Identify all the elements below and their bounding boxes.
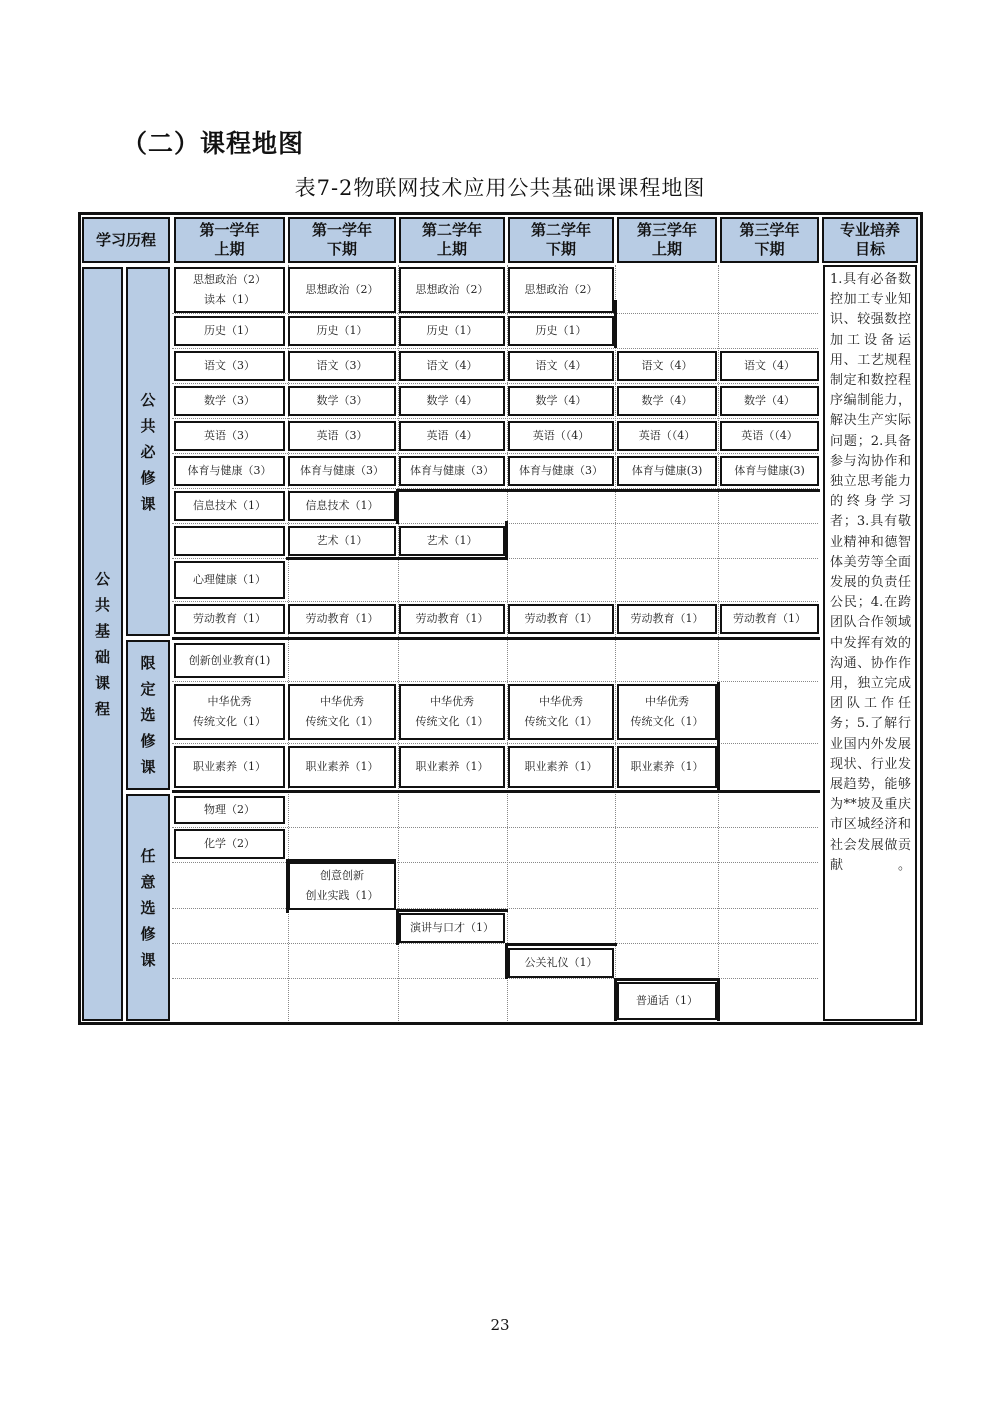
course-cell: 化学（2） [174, 829, 285, 859]
course-cell: 演讲与口才（1） [399, 913, 505, 943]
course-cell: 信息技术（1） [288, 491, 396, 521]
category-required: 公 共 必 修 课 [126, 267, 170, 636]
course-cell: 英语（（4） [508, 421, 614, 451]
empty-cell [174, 526, 285, 556]
table-title: 表7-2物联网技术应用公共基础课课程地图 [294, 176, 706, 200]
course-cell: 体育与健康（3） [508, 456, 614, 486]
course-cell: 思想政治（2） [288, 267, 396, 313]
section-divider [172, 790, 820, 793]
course-cell: 历史（1） [508, 316, 614, 346]
stair-line [396, 909, 399, 945]
page-number: 23 [490, 1316, 510, 1334]
course-cell: 体育与健康(3) [720, 456, 819, 486]
course-cell: 艺术（1） [288, 526, 396, 556]
course-cell: 职业素养（1） [617, 746, 717, 788]
section-title: （二）课程地图 [122, 129, 305, 158]
course-cell: 英语（4） [399, 421, 505, 451]
course-cell: 数学（3） [288, 386, 396, 416]
stair-line [396, 909, 508, 912]
header-year3-first: 第三学年 上期 [617, 217, 717, 263]
course-cell: 数学（4） [508, 386, 614, 416]
course-cell: 物理（2） [174, 796, 285, 824]
course-cell: 心理健康（1） [174, 561, 285, 599]
course-cell: 公关礼仪（1） [508, 948, 614, 978]
course-cell: 创新创业教育(1) [174, 643, 285, 678]
course-cell: 体育与健康（3） [174, 456, 285, 486]
course-cell: 思想政治（2） [508, 267, 614, 313]
stair-line [505, 943, 617, 946]
course-cell: 劳动教育（1） [720, 604, 819, 634]
category-limited: 限 定 选 修 课 [126, 640, 170, 790]
course-cell: 体育与健康（3） [288, 456, 396, 486]
stair-line [396, 489, 399, 524]
stair-line [505, 521, 508, 559]
course-cell: 英语（（4） [720, 421, 819, 451]
stair-line [614, 300, 617, 348]
stair-line [286, 859, 396, 862]
course-cell: 劳动教育（1） [399, 604, 505, 634]
course-cell: 劳动教育（1） [508, 604, 614, 634]
header-year1-second: 第一学年 下期 [288, 217, 396, 263]
stair-line [286, 859, 289, 913]
course-cell: 语文（4） [399, 351, 505, 381]
course-cell: 思想政治（2） 读本（1） [174, 267, 285, 313]
course-cell: 思想政治（2） [399, 267, 505, 313]
course-cell: 职业素养（1） [174, 746, 285, 788]
course-cell: 历史（1） [288, 316, 396, 346]
course-cell: 语文（3） [288, 351, 396, 381]
training-goals: 1.具有必备数控加工专业知识、较强数控加工设备运用、工艺规程制定和数控程序编制能力，解决生产实际问题；2.具备参与沟协作和独立思考能力的终身学习者；3.具有敬业精神和德智体美劳等全面发展的负责任公民；4.在跨团队合作领域中发挥有效的沟通、协作作用，独立完成团队工作任务；5.了解行业国内外发展现状、行业发展趋势，能够为**坡及重庆市区城经济和社会发展做贡献。 [823, 265, 917, 1021]
course-cell: 数学（4） [720, 386, 819, 416]
course-cell: 普通话（1） [617, 982, 717, 1020]
course-cell: 劳动教育（1） [288, 604, 396, 634]
course-cell: 语文（4） [617, 351, 717, 381]
course-cell: 中华优秀 传统文化（1） [399, 684, 505, 740]
header-year2-second: 第二学年 下期 [508, 217, 614, 263]
header-year2-first: 第二学年 上期 [399, 217, 505, 263]
course-cell: 英语（3） [174, 421, 285, 451]
course-cell: 中华优秀 传统文化（1） [508, 684, 614, 740]
course-cell: 职业素养（1） [288, 746, 396, 788]
course-cell: 数学（4） [399, 386, 505, 416]
course-cell: 中华优秀 传统文化（1） [617, 684, 717, 740]
header-path: 学习历程 [82, 217, 170, 263]
stair-line [396, 489, 820, 492]
stair-line [505, 943, 508, 979]
course-cell: 数学（4） [617, 386, 717, 416]
stair-line [614, 978, 719, 981]
stair-line [717, 682, 720, 790]
stair-line [614, 978, 617, 1021]
course-cell: 英语（（4） [617, 421, 717, 451]
course-cell: 语文（4） [720, 351, 819, 381]
course-cell: 语文（4） [508, 351, 614, 381]
stair-line [717, 978, 720, 1021]
course-cell: 劳动教育（1） [174, 604, 285, 634]
course-cell: 中华优秀 传统文化（1） [288, 684, 396, 740]
course-cell: 职业素养（1） [399, 746, 505, 788]
course-cell: 语文（3） [174, 351, 285, 381]
header-goal: 专业培养 目标 [822, 217, 918, 263]
header-year1-first: 第一学年 上期 [174, 217, 285, 263]
course-cell: 创意创新 创业实践（1） [288, 862, 396, 910]
category-main: 公 共 基 础 课 程 [82, 267, 123, 1021]
course-cell: 体育与健康(3) [617, 456, 717, 486]
course-cell: 英语（3） [288, 421, 396, 451]
course-cell: 艺术（1） [399, 526, 505, 556]
course-cell: 信息技术（1） [174, 491, 285, 521]
course-cell: 体育与健康（3） [399, 456, 505, 486]
course-cell: 历史（1） [174, 316, 285, 346]
stair-line [286, 557, 508, 560]
course-cell: 中华优秀 传统文化（1） [174, 684, 285, 740]
course-cell: 劳动教育（1） [617, 604, 717, 634]
course-cell: 职业素养（1） [508, 746, 614, 788]
course-cell: 数学（3） [174, 386, 285, 416]
category-free: 任 意 选 修 课 [126, 794, 170, 1021]
course-cell: 历史（1） [399, 316, 505, 346]
header-year3-second: 第三学年 下期 [720, 217, 819, 263]
section-divider [172, 637, 820, 640]
